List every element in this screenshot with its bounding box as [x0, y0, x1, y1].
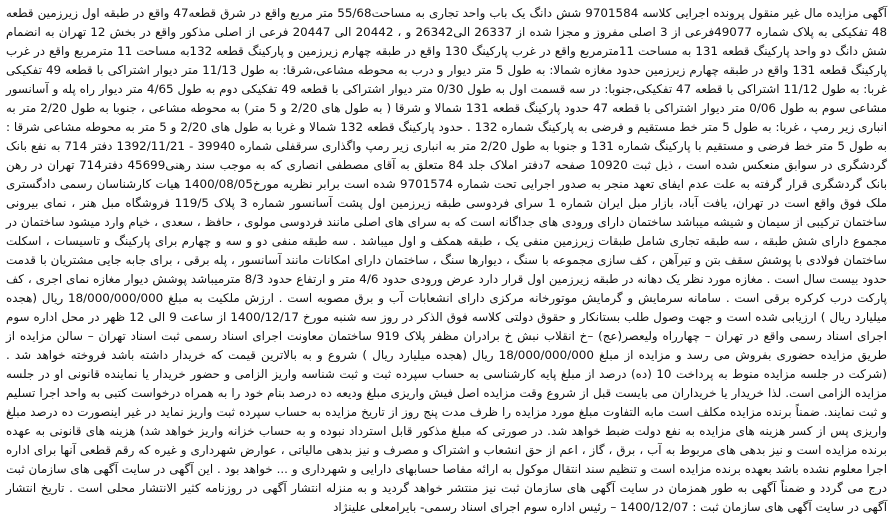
- auction-notice-text: آگهی مزایده مال غیر منقول پرونده اجرایی کلاسه 9701584 شش دانگ یک باب واحد تجاری به مساحت55/68 متر مربع واقع در شرق قطعه47 واقع در طبقه اول زیرزمین قطعه 48 تفکیکی به پلاک شماره 49077فرعی از 3 اصلی مفروز و مجزا شده از 26337 الی26342 و ، 20442 الی 20447 فرعی از اصلی مذکور واقع در بخش 12 تهران به انضمام شش دانگ دو واحد پارکینگ قطعه 131 به مساحت 11مترمربع واقع در غرب پارکینگ 130 واقع در طبقه چهارم زیرزمین و پارکینگ قطعه 132به مساحت 11 مترمربع واقع در غرب پارکینگ قطعه 131 واقع در طبقه چهارم زیرزمین حدود مغازه شمالا: به طول 5 متر دیوار و درب به محوطه مشاعی،شرقا: به طول 11/13 متر دیوار اشتراکی با قطعه 49 تفکیکی غربا: به طول 11/12 اشتراکی با قطعه 47 تفکیکی،جنوبا: در سه قسمت اول به طول 0/30 متر دیوار اشتراکی با قطعه 49 تفکیکی دوم به طول 4/65 متر دیوار راه پله و آسانسور مشاعی سوم به طول 0/06 متر دیوار اشتراکی با قطعه 47 حدود پارکینگ قطعه 131 شمالا و شرقا ( به طول های 2/20 و 5 متر) به محوطه مشاعی ، جنوبا به طول 2/20 متر به انباری زیر رمپ ، غربا: به طول 5 متر خط مستقیم و فرضی به پارکینگ شماره 132 . حدود پارکینگ قطعه 132 شمالا و غربا به طول های 2/20 و 5 متر به محوطه مشاعی شرقا : به طول 5 متر خط فرضی و مستقیم با پارکینگ شماره 131 و جنوبا به طول 2/20 متر به انباری زیر رمپ واگذاری سرقفلی شماره 39940 - 1392/11/21 دفتر 714 به نفع بانک گردشگری در سوابق منعکس شده است ، ذیل ثبت 10920 صفحه 7دفتر املاک جلد 84 متعلق به آقای مصطفی انصاری که به موجب سند رهنی45699 دفتر714 تهران در رهن بانک گردشگری قرار گرفته به علت عدم ایفای تعهد منجر به صدور اجرایی تحت شماره 9701574 شده است برابر نظریه مورخ1400/08/05 هیات کارشناسان رسمی دادگستری ملک فوق واقع است در تهران، یافت آباد، بازار مبل ایران شماره 1 سرای فردوسی طبقه زیرزمین اول پشت آسانسور شماره 3 پلاک 119/5 فروشگاه مبل هنر ، نمای بیرونی ساختمان ترکیبی از سیمان و شیشه میباشد ساختمان دارای ورودی های جداگانه است که به سرای های اصلی مانند فردوسی مولوی ، حافظ ، سعدی ، خیام وارد میشود ساختمان در مجموع دارای شش طبقه ، سه طبقه تجاری شامل طبقات زیرزمین منفی یک ، طبقه همکف و اول میباشد . سه طبقه منفی دو و سه و چهارم برای پارکینگ و تاسیسات ، اسکلت ساختمان فولادی با پوشش سقف بتن و تیرآهن ، کف سازی مجموعه با سنگ ، دیوارها سنگ ، ساختمان دارای امکانات مانند آسانسور ، پله برقی ، برای جابه جایی مشتریان با قدمت حدود بیست سال است . مغازه مورد نظر یک دهانه در طبقه زیرزمین اول قرار دارد عرض ورودی حدود 4/6 متر و ارتفاع حدود 8/3 مترمیباشد پوشش دیوار مغازه نمای اجری ، کف پارکت درب کرکره برقی است . سامانه سرمایش و گرمایش موتورخانه مرکزی دارای انشعابات آب و برق مصوبه است . ارزش ملکیت به مبلغ 18/000/000/000 ریال (هجده میلیارد ریال ) ارزیابی شده است و جهت وصول طلب بستانکار و حقوق دولتی کلاسه فوق الذکر در روز سه شنبه مورخ 1400/12/17 از ساعت 9 الی 12 ظهر در محل اداره سوم اجرای اسناد رسمی واقع در تهران – چهارراه ولیعصر(عج) –خ انقلاب نبش خ برادران مظفر پلاک 919 ساختمان معاونت اجرای اسناد رسمی ثبت اسناد تهران – سالن مزایده از طریق مزایده حضوری بفروش می رسد و مزایده از مبلغ 18/000/000/000 ریال (هجده میلیارد ریال ) شروع و به بالاترین قیمت که خریدار داشته باشد فروخته خواهد شد . (شرکت در جلسه مزایده منوط به پرداخت 10 (ده) درصد از مبلغ پایه کارشناسی به حساب سپرده ثبت و ثبت شناسه واریز الزامی و حضور خریدار یا نماینده قانونی او در جلسه مزایده الزامی است. لذا خریدار یا خریداران می بایست قبل از شروع وقت مزایده اصل فیش واریزی مبلغ ودیعه ده درصد بنام خود را به همراه درخواست کتبی به واحد اجرا تسلیم و ثبت نمایند. ضمناً برنده مزایده مکلف است مابه التفاوت مبلغ مورد مزایده را ظرف مدت پنج روز از تاریخ مزایده به حساب سپرده ثبت واریز نماید در غیر اینصورت ده درصد مبلغ واریزی پس از کسر هزینه های مزایده به نفع دولت ضبط خواهد شد. در صورتی که مبلغ مذکور قابل استرداد نبوده و به حساب خزانه واریز خواهد شد) هزینه های قانونی به عهده برنده مزایده است و نیز بدهی های مربوط به آب ، برق ، گاز ، اعم از حق انشعاب و اشتراک و مصرف و نیز بدهی مالیاتی ، عوارض شهرداری و غیره که رقم قطعی آنها برای اداره اجرا معلوم نشده باشد بعهده برنده مزایده است و تنظیم سند انتقال موکول به ارائه مفاصا حسابهای دارایی و شهرداری و ... خواهد بود . این آگهی در سایت آگهی های سازمان ثبت درج می گردد و ضمناً آگهی به طور همزمان در سایت آگهی های سازمان ثبت نیز منتشر خواهد گردید و به منزله انتشار آگهی در روزنامه کثیر الانتشار محلی است . تاریخ انتشار آگهی در سایت آگهی های سازمان ثبت : 1400/12/07 – رئیس اداره سوم اجرای اسناد رسمی- بایرامعلی علینژاد: [6, 6, 888, 514]
